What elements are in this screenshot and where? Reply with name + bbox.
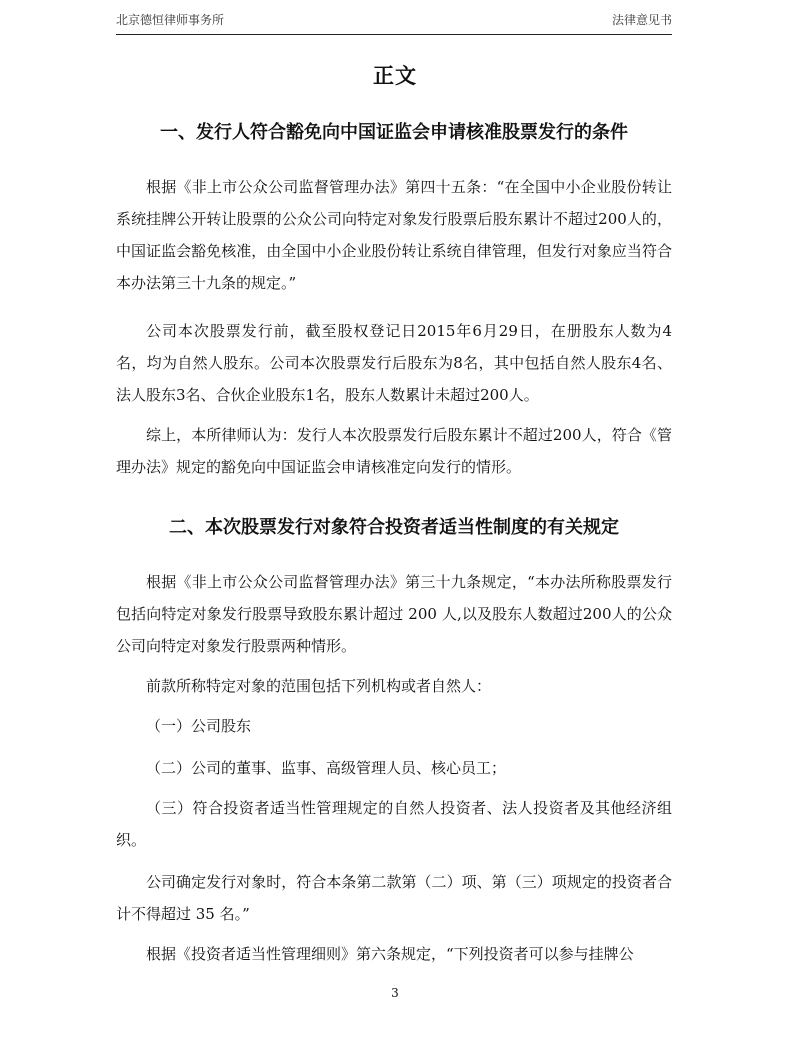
- header-firm-name: 北京德恒律师事务所: [116, 13, 225, 27]
- section-2-paragraph-4: 根据《投资者适当性管理细则》第六条规定，“下列投资者可以参与挂牌公: [146, 945, 634, 963]
- section-1-heading: 一、发行人符合豁免向中国证监会申请核准股票发行的条件: [160, 122, 628, 143]
- section-2-item-1: （一）公司股东: [146, 717, 252, 735]
- section-2-paragraph-3: 公司确定发行对象时，符合本条第二款第（二）项、第（三）项规定的投资者合计不得超过 35 名。”: [116, 873, 672, 923]
- page-number: 3: [391, 986, 399, 1000]
- section-1-paragraph-1: 根据《非上市公众公司监督管理办法》第四十五条：“在全国中小企业股份转让系统挂牌公开转让股票的公众公司向特定对象发行股票后股东累计不超过200人的，中国证监会豁免核准，由全国中小企业股份转让系统自律管理，但发行对象应当符合本办法第三十九条的规定。”: [116, 178, 672, 292]
- section-1-paragraph-2: 公司本次股票发行前，截至股权登记日2015年6月29日，在册股东人数为4名，均为自然人股东。公司本次股票发行后股东为8名，其中包括自然人股东4名、法人股东3名、合伙企业股东1名，股东人数累计未超过200人。: [116, 322, 672, 404]
- section-2-heading: 二、本次股票发行对象符合投资者适当性制度的有关规定: [169, 517, 619, 538]
- section-2-item-2: （二）公司的董事、监事、高级管理人员、核心员工；: [146, 759, 507, 777]
- document-title: 正文: [373, 64, 417, 88]
- section-2-paragraph-2: 前款所称特定对象的范围包括下列机构或者自然人：: [146, 677, 492, 695]
- header-document-type: 法律意见书: [611, 13, 672, 27]
- section-1-paragraph-3: 综上，本所律师认为：发行人本次股票发行后股东累计不超过200人，符合《管理办法》规定的豁免向中国证监会申请核准定向发行的情形。: [116, 426, 672, 476]
- section-2-paragraph-1: 根据《非上市公众公司监督管理办法》第三十九条规定，“本办法所称股票发行包括向特定对象发行股票导致股东累计超过 200 人,以及股东人数超过200人的公众公司向特定对象发行股票两种情形。: [116, 573, 672, 655]
- section-2-item-3: （三）符合投资者适当性管理规定的自然人投资者、法人投资者及其他经济组织。: [116, 799, 672, 849]
- page-header: [116, 12, 672, 35]
